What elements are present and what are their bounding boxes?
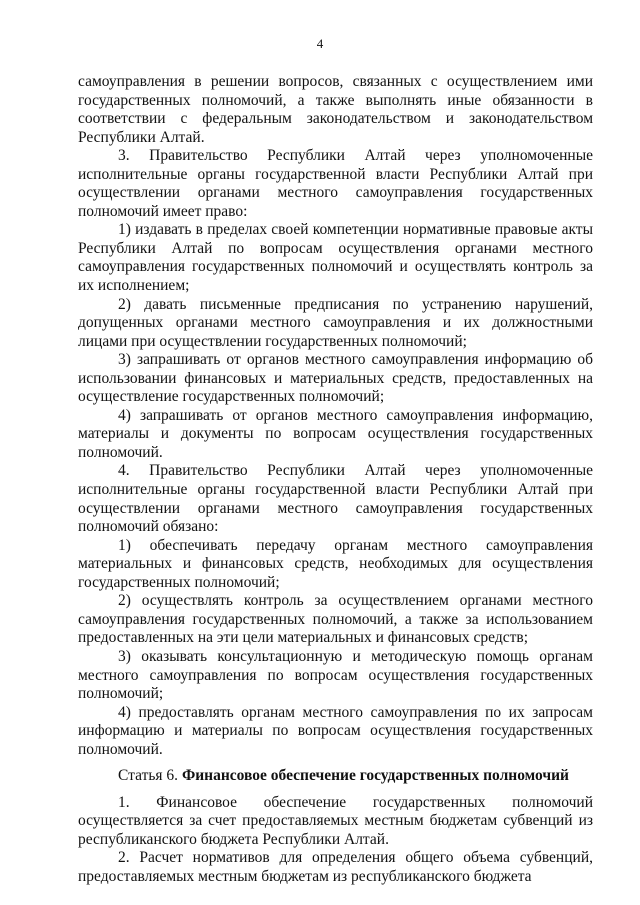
paragraph-item-4-1: 1) обеспечивать передачу органам местного самоуправления материальных и финансовых средств, необходимых для осуществления государственных полномочий;: [78, 536, 593, 591]
paragraph-item-4: 4. Правительство Республики Алтай через уполномоченные исполнительные органы государственной власти Республики Алтай при осуществлении органами местного самоуправления государственных полномочий обязано:: [78, 462, 593, 536]
paragraph-item-3-4: 4) запрашивать от органов местного самоуправления информацию, материалы и документы по вопросам осуществления государственных полномочий.: [78, 406, 593, 461]
paragraph-item-4-2: 2) осуществлять контроль за осуществлением органами местного самоуправления государственных полномочий, а также за использованием предоставленных на эти цели материальных и финансовых средств;: [78, 592, 593, 647]
document-body: [78, 73, 593, 887]
article-paragraph-1: 1. Финансовое обеспечение государственных полномочий осуществляется за счет предоставляемых местным бюджетам субвенций из республиканского бюджета Республики Алтай.: [78, 793, 593, 848]
paragraph-item-3-1: 1) издавать в пределах своей компетенции нормативные правовые акты Республики Алтай по вопросам осуществления органами местного самоуправления государственных полномочий и осуществлять контроль за их исполнением;: [78, 221, 593, 295]
article-prefix: Статья 6.: [118, 767, 182, 785]
article-title: Финансовое обеспечение государственных полномочий: [181, 767, 569, 785]
paragraph-item-3: 3. Правительство Республики Алтай через уполномоченные исполнительные органы государственной власти Республики Алтай при осуществлении органами местного самоуправления государственных полномочий имеет право:: [78, 147, 593, 220]
page-number: 4: [316, 36, 324, 51]
article-heading: [78, 767, 593, 786]
paragraph-item-4-4: 4) предоставлять органам местного самоуправления по их запросам информацию и материалы по вопросам осуществления государственных полномочий.: [78, 703, 593, 758]
article-paragraph-2: 2. Расчет нормативов для определения общего объема субвенций, предоставляемых местным бюджетам из республиканского бюджета: [78, 849, 593, 885]
paragraph-continuation: самоуправления в решении вопросов, связанных с осуществлением ими государственных полномочий, а также выполнять иные обязанности в соответствии с федеральным законодательством и законодательством Республики Алтай.: [78, 73, 593, 146]
paragraph-item-4-3: 3) оказывать консультационную и методическую помощь органам местного самоуправления по вопросам осуществления государственных полномочий;: [78, 647, 593, 703]
paragraph-item-3-2: 2) давать письменные предписания по устранению нарушений, допущенных органами местного самоуправления и их должностными лицами при осуществлении государственных полномочий;: [78, 295, 593, 350]
paragraph-item-3-3: 3) запрашивать от органов местного самоуправления информацию об использовании финансовых и материальных средств, предоставленных на осуществление государственных полномочий;: [78, 351, 593, 406]
